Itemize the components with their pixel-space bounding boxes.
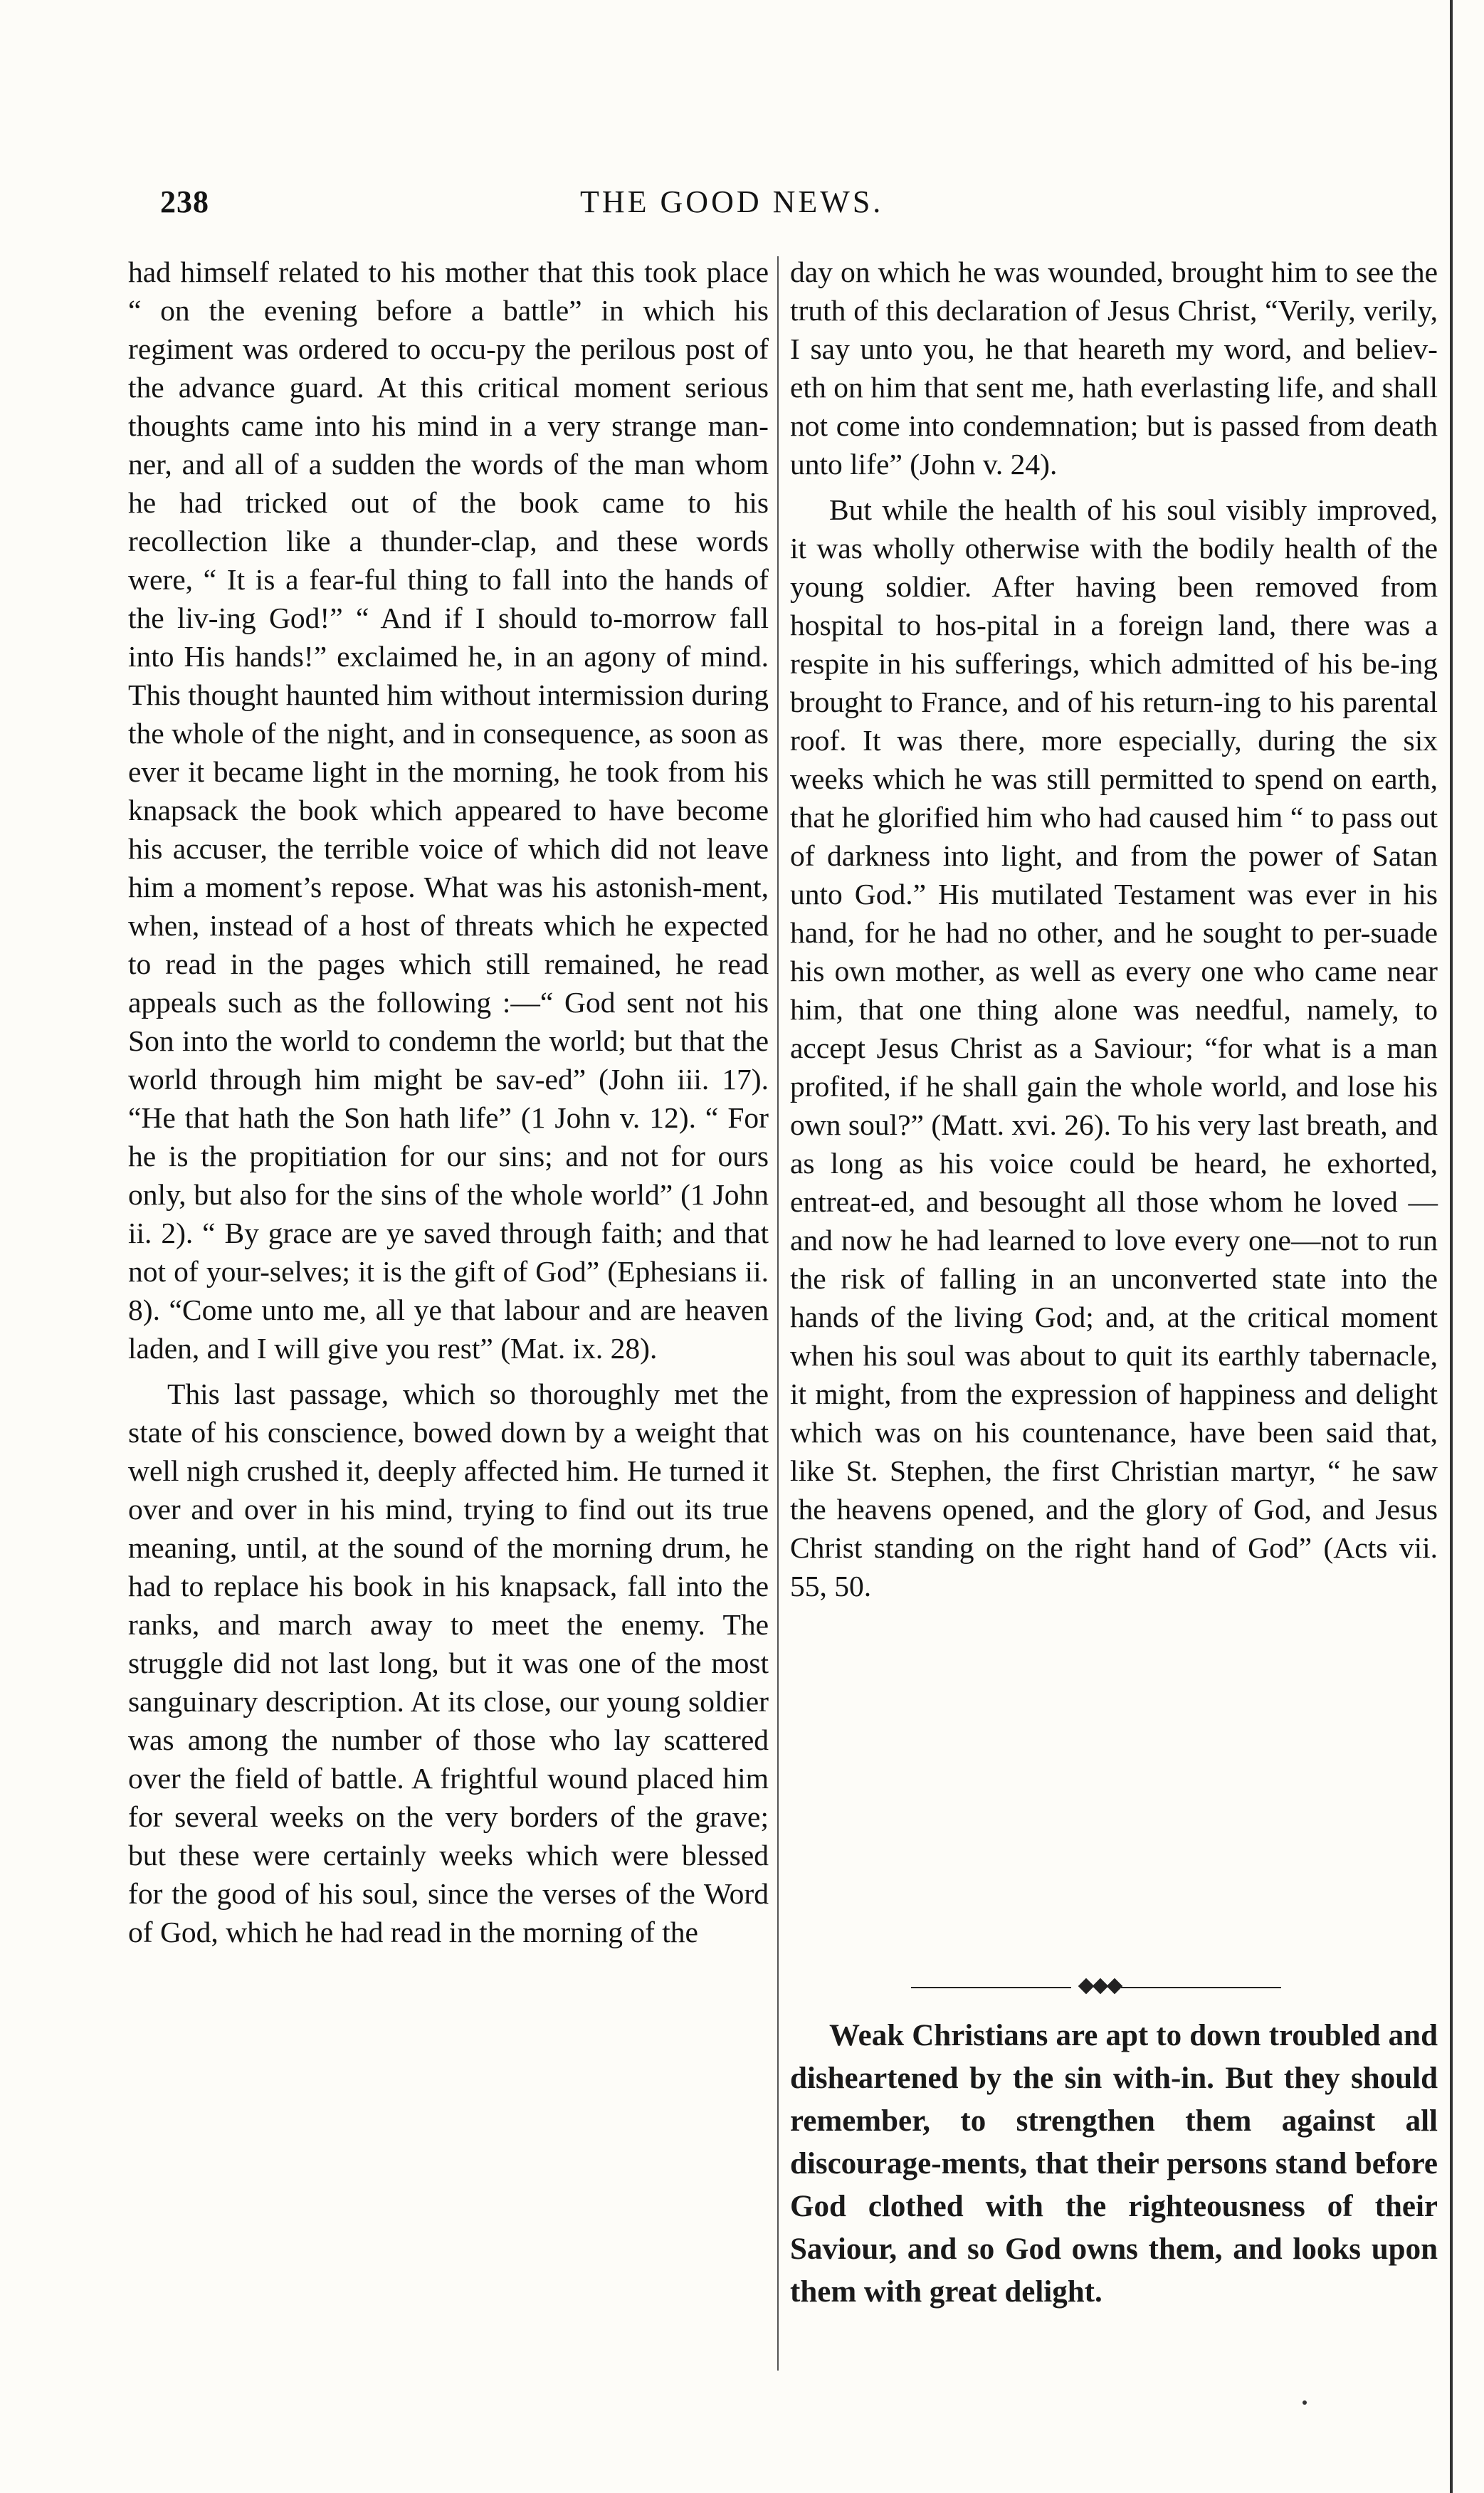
left-column (128, 253, 769, 1951)
ornament-rule-right (1121, 1987, 1281, 1988)
right-paragraph-1: day on which he was wounded, brought him to see the truth of this declaration of Jesus Christ, “Verily, verily, I say unto you, he that heareth my word, and believ-eth on him that sent me, hath everlasting life, and shall not come into condemnation; but is passed from death unto life” (John v. 24). (790, 256, 1438, 481)
ornament-rule-left (911, 1987, 1071, 1988)
page-edge-shadow (1450, 0, 1453, 2493)
page-header (160, 184, 1249, 226)
ornament-diamond (1107, 1978, 1123, 1995)
column-divider (777, 256, 779, 2371)
right-column (790, 253, 1438, 1605)
closing-paragraph: Weak Christians are apt to down troubled and disheartened by the sin with-in. But they should remember, to strengthen them against all discourage-ments, that their persons stand before God clothed with the righteousness of their Saviour, and so God owns them, and looks upon them with great delight. (790, 2019, 1438, 2309)
closing-note (790, 2015, 1438, 2314)
ink-speck (1303, 2400, 1307, 2405)
page-number: 238 (160, 184, 209, 219)
running-title: THE GOOD NEWS. (580, 184, 884, 219)
left-paragraph-1: had himself related to his mother that this took place “ on the evening before a battle” in which his regiment was ordered to occu-py the perilous post of the advance guard. At this critical moment serious thoughts came into his mind in a very strange man-ner, and all of a sudden the words of the man whom he had tricked out of the book came to his recollection like a thunder-clap, and these words were, “ It is a fear-ful thing to fall into the hands of the liv-ing God!” “ And if I should to-morrow fall into His hands!” exclaimed he, in an agony of mind. This thought haunted him without intermission during the whole of the night, and in consequence, as soon as ever it became light in the morning, he took from his knapsack the book which appeared to have become his accuser, the terrible voice of which did not leave him a moment’s repose. What was his astonish-ment, when, instead of a host of threats which he expected to read in the pages which still remained, he read appeals such as the following :—“ God sent not his Son into the world to condemn the world; but that the world through him might be sav-ed” (John iii. 17). “He that hath the Son hath life” (1 John v. 12). “ For he is the propitiation for our sins; and not for ours only, but also for the sins of the whole world” (1 John ii. 2). “ By grace are ye saved through faith; and that not of your-selves; it is the gift of God” (Ephesians ii. 8). “Come unto me, all ye that labour and are heaven laden, and I will give you rest” (Mat. ix. 28). (128, 256, 769, 1365)
section-ornament (911, 1978, 1281, 1999)
left-paragraph-2: This last passage, which so thoroughly met the state of his conscience, bowed down by a weight that well nigh crushed it, deeply affected him. He turned it over and over in his mind, trying to find out its true meaning, until, at the sound of the morning drum, he had to replace his book in his knapsack, fall into the ranks, and march away to meet the enemy. The struggle did not last long, but it was one of the most sanguinary description. At its close, our young soldier was among the number of those who lay scattered over the field of battle. A frightful wound placed him for several weeks on the very borders of the grave; but these were certainly weeks which were blessed for the good of his soul, since the verses of the Word of God, which he had read in the morning of the (128, 1377, 769, 1948)
right-paragraph-2: But while the health of his soul visibly improved, it was wholly otherwise with the bodily health of the young soldier. After having been removed from hospital to hos-pital in a foreign land, there was a respite in his sufferings, which admitted of his be-ing brought to France, and of his return-ing to his parental roof. It was there, more especially, during the six weeks which he was still permitted to spend on earth, that he glorified him who had caused him “ to pass out of darkness into light, and from the power of Satan unto God.” His mutilated Testament was ever in his hand, for he had no other, and he sought to per-suade his own mother, as well as every one who came near him, that one thing alone was needful, namely, to accept Jesus Christ as a Saviour; “for what is a man profited, if he shall gain the whole world, and lose his own soul?” (Matt. xvi. 26). To his very last breath, and as long as his voice could be heard, he exhorted, entreat-ed, and besought all those whom he loved —and now he had learned to love every one—not to run the risk of falling in an unconverted state into the hands of the living God; and, at the critical moment when his soul was about to quit its earthly tabernacle, it might, from the expression of happiness and delight which was on his countenance, have been said that, like St. Stephen, the first Christian martyr, “ he saw the heavens opened, and the glory of God, and Jesus Christ standing on the right hand of God” (Acts vii. 55, 50. (790, 493, 1438, 1602)
